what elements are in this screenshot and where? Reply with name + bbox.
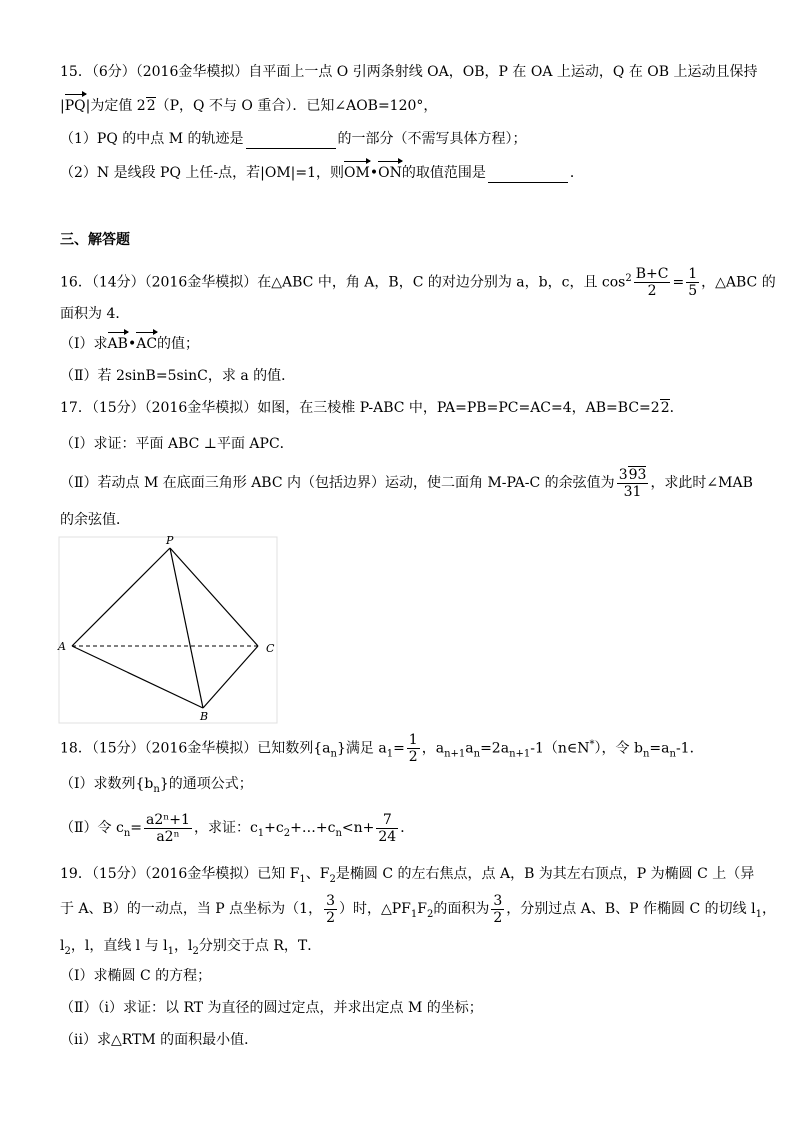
fraction: $\frac{7}{24}$ [378, 811, 397, 845]
vertex-label-b: B [200, 710, 209, 723]
q16-part2: （Ⅱ）若 2sinB=5sinC，求 a 的值． [60, 368, 296, 384]
fraction: $\frac{1}{5}$ [688, 266, 698, 300]
q16-line1: 16．（14分）（2016金华模拟）在△ABC 中，角 A，B，C 的对边分别为 a，b，c，且 $\cos^2$ $\frac{B+C}{2}$ = $\frac{1}{5}$ ，△ABC 的 [60, 266, 776, 300]
q15-part1: （1）PQ 的中点 M 的轨迹是 的一部分（不需写具体方程）； [60, 128, 527, 149]
fraction: $\frac{3}{2}$ [493, 892, 503, 926]
q18-part2: （Ⅱ）令 $c_n=$ $\frac{\text{a2ⁿ+1}}{\text{a2ⁿ}}$ ，求证：$c_1+c_2+\dots+c_n<n+$ $\frac{7}{24}$ ． [60, 811, 415, 845]
section-title: 三、解答题 [60, 232, 130, 248]
pyramid-diagram [58, 536, 278, 724]
q18-part1: （Ⅰ）求数列$\{b_n\}$的通项公式； [60, 776, 253, 795]
vertex-label-c: C [266, 642, 275, 655]
q19-line2: 于 A、B）的一动点，当 P 点坐标为（1， $\frac{3}{2}$ ）时，$\triangle PF_1F_2$的面积为 $\frac{3}{2}$ ，分别过点 A、B、P 作椭圆 C 的切线 $l_1$， [60, 892, 776, 926]
q16-part1: （Ⅰ）求AB•AC的值； [60, 336, 200, 352]
q17-line1: 17．（15分）（2016金华模拟）如图，在三棱椎 P-ABC 中，PA=PB=PC=AC=4，AB=BC=22． [60, 400, 684, 416]
q19-part1: （Ⅰ）求椭圆 C 的方程； [60, 968, 212, 984]
vector-on: ON [378, 165, 402, 181]
vector-ab: AB [107, 336, 128, 352]
q19-part2: （Ⅱ）（i）求证：以 RT 为直径的圆过定点，并求出定点 M 的坐标； [60, 1000, 483, 1016]
answer-blank [488, 162, 568, 183]
pyramid-figure [58, 536, 278, 724]
fraction: $\frac{1}{2}$ [408, 732, 418, 766]
vector-pq: PQ [64, 98, 86, 114]
vector-om: OM [344, 165, 370, 181]
sqrt-2: 2 [660, 400, 670, 416]
q19-line1: 19．（15分）（2016金华模拟）已知 $F_1$、$F_2$是椭圆 C 的左右焦点，点 A，B 为其左右顶点，P 为椭圆 C 上（异 [60, 866, 755, 885]
vector-ac: AC [136, 336, 158, 352]
fraction: $\frac{3}{2}$ [326, 892, 335, 926]
q18-line1: 18．（15分）（2016金华模拟）已知数列$\{a_n\}$满足 $a_1=$ $\frac{1}{2}$ ，$a_{n+1}a_n=2a_{n+1}-1(n\in N^*)$，令 $b_n=a_n-1$． [60, 732, 704, 766]
fraction: $\frac{393}{31}$ [618, 466, 647, 500]
q15-part2: （2）N 是线段 PQ 上任-点，若|OM|=1，则OM•ON的取值范围是 ． [60, 162, 584, 183]
vertex-label-p: P [166, 534, 174, 547]
q15-line1: 15．（6分）（2016金华模拟）自平面上一点 O 引两条射线 OA，OB，P 在 OA 上运动，Q 在 OB 上运动且保持 [60, 64, 758, 80]
fraction: $\frac{\text{a2ⁿ+1}}{\text{a2ⁿ}}$ [146, 811, 190, 845]
sqrt-2: 2 [146, 98, 156, 114]
q17-part2-cont: 的余弦值． [60, 512, 130, 528]
q17-part2: （Ⅱ）若动点 M 在底面三角形 ABC 内（包括边界）运动，使二面角 M-PA-C 的余弦值为 $\frac{393}{31}$ ，求此时∠MAB [60, 466, 753, 500]
q19-part3: （ii）求△RTM 的面积最小值． [60, 1032, 259, 1048]
q15-line2: |PQ|为定值 22（P，Q 不与 O 重合）．已知∠AOB=120°， [60, 98, 438, 114]
fraction: $\frac{B+C}{2}$ [635, 266, 669, 300]
q17-part1: （Ⅰ）求证：平面 ABC ⊥平面 APC． [60, 436, 294, 452]
answer-blank [246, 128, 336, 149]
vertex-label-a: A [58, 640, 66, 653]
q16-line2: 面积为 4． [60, 306, 130, 322]
q19-line3: $l_2$，l，直线 l 与 $l_1$，$l_2$分别交于点 R，T． [60, 938, 322, 957]
